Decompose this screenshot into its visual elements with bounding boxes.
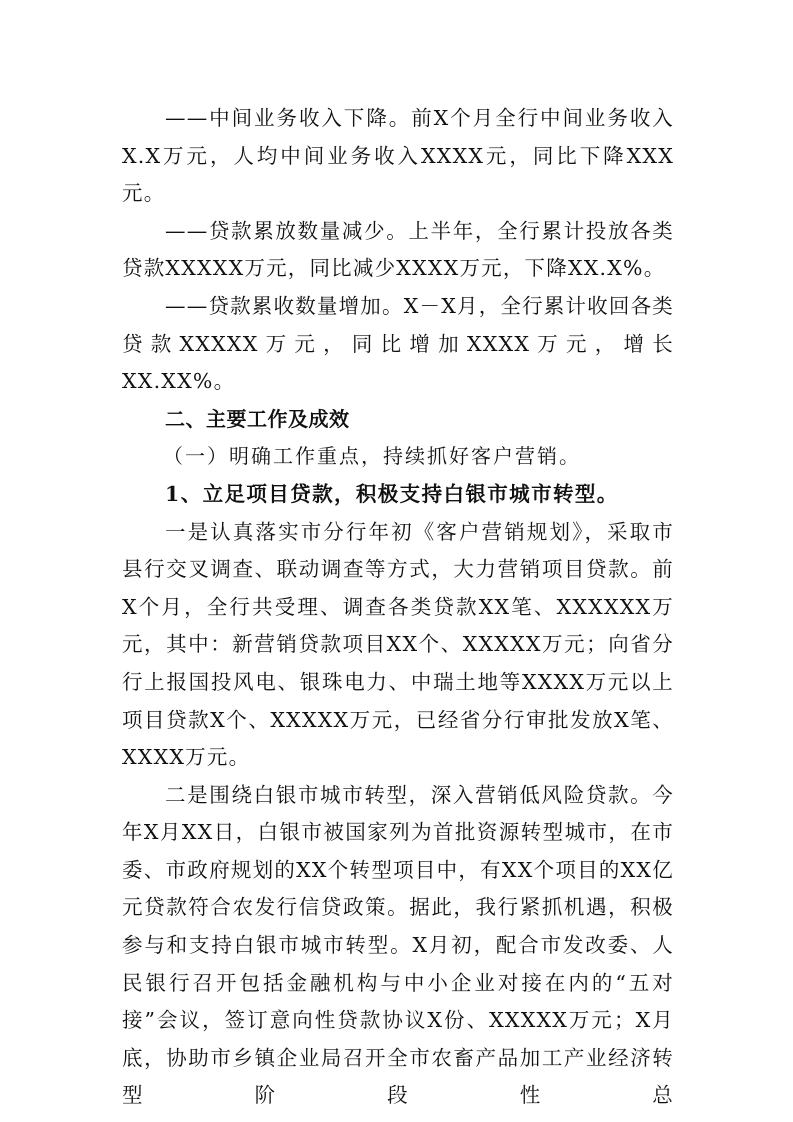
paragraph-second-point: 二是围绕白银市城市转型，深入营销低风险贷款。今年X月XX日，白银市被国家列为首批资源转型城市，在市委、市政府规划的XX个转型项目中，有XX个项目的XX亿元贷款符合农发行信贷政策。据此，我行紧抓机遇，积极参与和支持白银市城市转型。X月初，配合市发改委、人民银行召开包括金融机构与中小企业对接在内的“五对接”会议，签订意向性贷款协议X份、XXXXX万元；X月底，协助市乡镇企业局召开全市农畜产品加工产业经济转型阶段性总 [122,782,674,1108]
paragraph-loan-disbursement: ——贷款累放数量减少。上半年，全行累计投放各类贷款XXXXX万元，同比减少XXXX万元，下降XX.X%。 [122,218,674,281]
paragraph-intermediate-income: ——中间业务收入下降。前X个月全行中间业务收入X.X万元，人均中间业务收入XXXX元，同比下降XXX元。 [122,106,674,206]
document-page [122,100,674,1115]
subsection-heading-customer-marketing: （一）明确工作重点，持续抓好客户营销。 [163,444,581,469]
paragraph-loan-collection: ——贷款累收数量增加。X－X月，全行累计收回各类贷款XXXXX万元，同比增加XXXX万元，增长XX.XX%。 [122,293,674,394]
paragraph-first-point: 一是认真落实市分行年初《客户营销规划》，采取市县行交叉调查、联动调查等方式，大力营销项目贷款。前X个月，全行共受理、调查各类贷款XX笔、XXXXXX万元，其中：新营销贷款项目XX个、XXXXX万元；向省分行上报国投风电、银珠电力、中瑞土地等XXXX万元以上项目贷款X个、XXXXX万元，已经省分行审批发放X笔、XXXX万元。 [122,519,674,770]
item-heading-project-loans: 1、立足项目贷款，积极支持白银市城市转型。 [165,481,619,506]
section-heading-main-work: 二、主要工作及成效 [165,406,350,431]
